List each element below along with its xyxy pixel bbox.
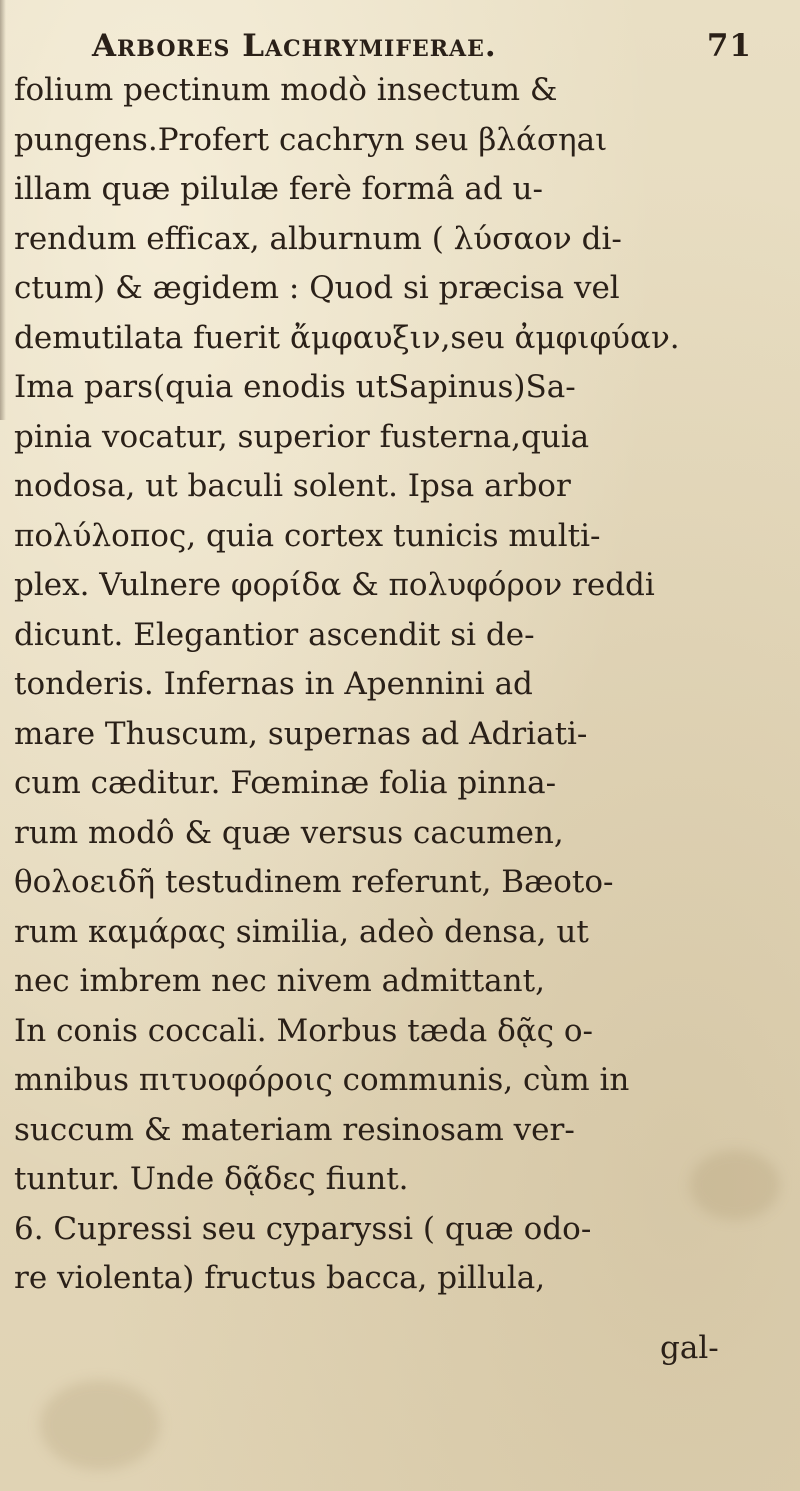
- text-line: illam quæ pilulæ ferè formâ ad u-: [14, 171, 543, 207]
- page-edge-shadow: [0, 0, 6, 420]
- paper-stain: [40, 1380, 160, 1470]
- text-line: ctum) & ægidem : Quod si præcisa vel: [14, 270, 620, 306]
- text-line: In conis coccali. Morbus tæda δᾷς o-: [14, 1012, 594, 1049]
- text-line: plex. Vulnere φορίδα & πολυφόρον reddi: [14, 567, 655, 603]
- text-line: nec imbrem nec nivem admittant,: [14, 963, 545, 999]
- text-line: mare Thuscum, supernas ad Adriati-: [14, 715, 588, 752]
- page-number: 71: [706, 28, 752, 64]
- text-line: pungens.Profert cachryn seu βλάσηaι: [14, 121, 608, 158]
- text-line: tuntur. Unde δᾷδες fiunt.: [14, 1161, 409, 1197]
- text-line: succum & materiam resinosam ver-: [14, 1111, 575, 1148]
- catchword: gal-: [660, 1330, 719, 1366]
- text-line: folium pectinum modò insectum &: [14, 72, 558, 108]
- running-head: Arbores Lachrymiferae.: [92, 28, 497, 64]
- text-line: demutilata fuerit ἄμφαυξιν,seu ἀμφιφύαν.: [14, 319, 680, 356]
- text-line: nodosa, ut baculi solent. Ipsa arbor: [14, 468, 571, 504]
- text-line: rendum efficax, alburnum ( λύσαον di-: [14, 220, 622, 257]
- text-line: Ima pars(quia enodis utSapinus)Sa-: [14, 369, 576, 405]
- text-line: re violenta) fructus bacca, pillula,: [14, 1260, 546, 1296]
- text-line: pinia vocatur, superior fusterna,quia: [14, 418, 590, 455]
- text-line: tonderis. Infernas in Apennini ad: [14, 666, 533, 702]
- text-line: πολύλοπος, quia cortex tunicis multi-: [14, 517, 601, 554]
- text-line: mnibus πιτυοφόροις communis, cùm in: [14, 1062, 630, 1098]
- body-text: [14, 66, 794, 1304]
- text-line: 6. Cupressi seu cyparyssi ( quæ odo-: [14, 1210, 592, 1247]
- text-line: dicunt. Elegantior ascendit si de-: [14, 616, 535, 653]
- text-line: θολοειδῆ testudinem referunt, Bæoto-: [14, 864, 614, 900]
- text-line: cum cæditur. Fœminæ folia pinna-: [14, 765, 557, 801]
- text-line: rum καμάρας similia, adeò densa, ut: [14, 913, 589, 950]
- text-line: rum modô & quæ versus cacumen,: [14, 814, 564, 851]
